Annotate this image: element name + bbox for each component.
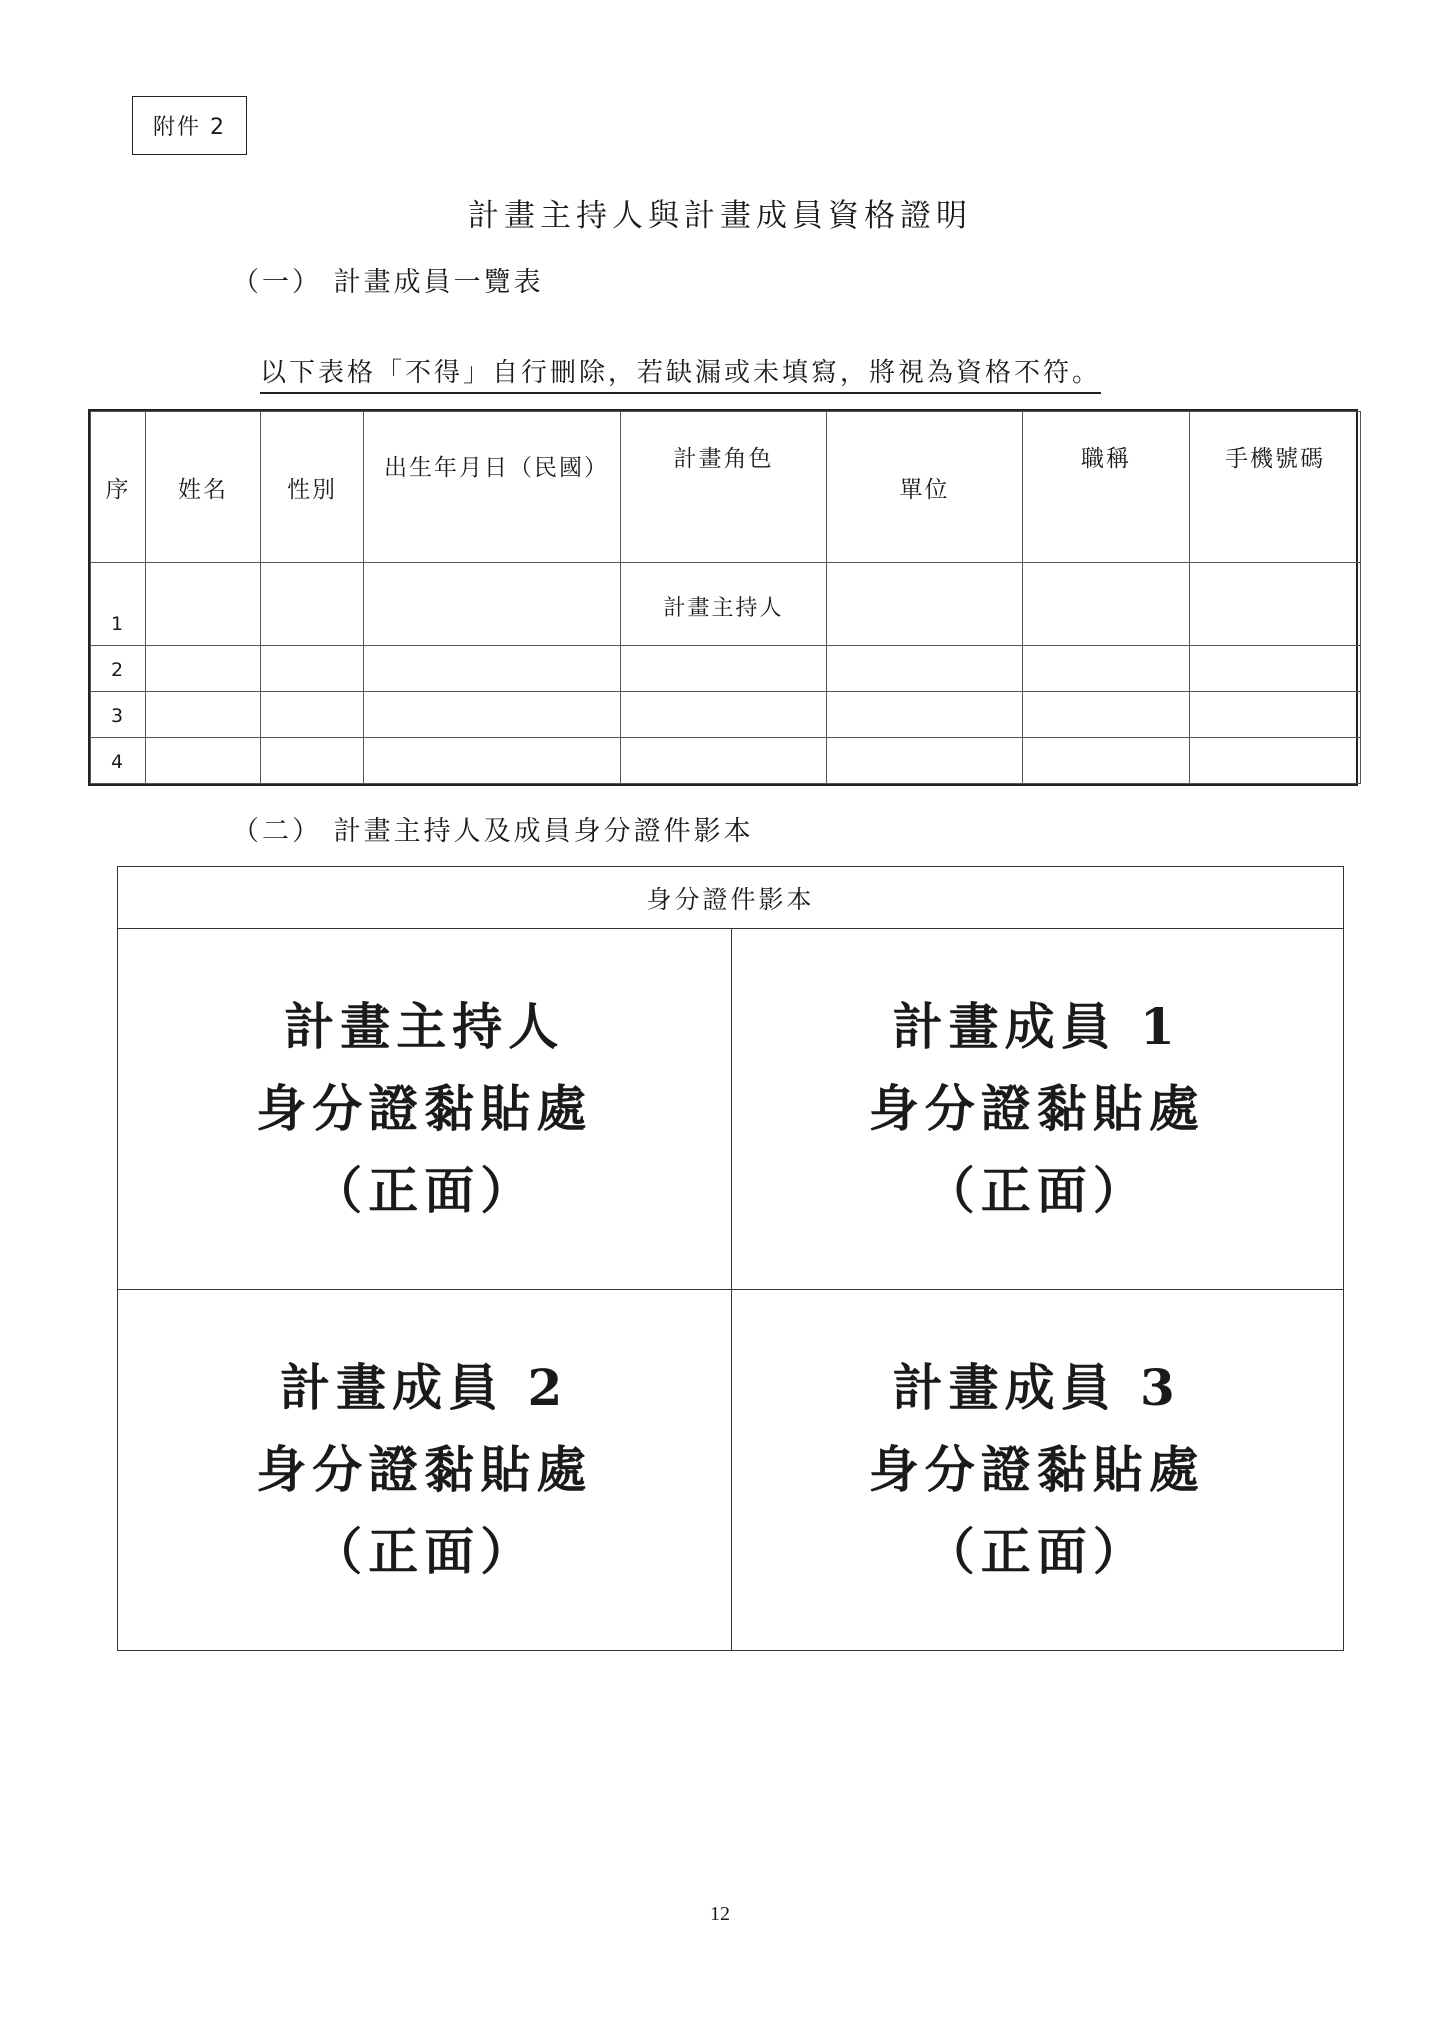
header-no: 序 [91,412,146,563]
cell-instruction: 身分證黏貼處 [256,1078,593,1138]
page-title: 計畫主持人與計畫成員資格證明 [468,198,972,234]
cell-title: 計畫主持人 [284,996,565,1056]
cell-side-note: （正面） [924,1521,1149,1581]
id-copy-header: 身分證件影本 [118,867,1343,929]
header-name: 姓名 [146,412,261,563]
title-cell[interactable] [1023,563,1190,646]
gender-cell[interactable] [261,563,364,646]
table-notice: 以下表格「不得」自行刪除，若缺漏或未填寫，將視為資格不符。 [260,352,1101,394]
name-cell[interactable] [146,692,261,738]
id-copy-grid [117,866,1344,1651]
row-number: 3 [91,692,146,738]
birthdate-cell[interactable] [364,646,621,692]
section-heading-member-list: （一） 計畫成員一覽表 [232,267,544,298]
header-birthdate: 出生年月日（民國） [364,412,621,563]
role-cell[interactable] [621,692,827,738]
gender-cell[interactable] [261,646,364,692]
role-cell[interactable] [621,738,827,784]
header-mobile: 手機號碼 [1190,412,1361,563]
cell-instruction: 身分證黏貼處 [868,1078,1205,1138]
unit-cell[interactable] [827,738,1023,784]
cell-side-note: （正面） [312,1521,537,1581]
title-cell[interactable] [1023,692,1190,738]
birthdate-cell[interactable] [364,563,621,646]
page-number: 12 [710,1903,730,1925]
mobile-cell[interactable] [1190,738,1361,784]
table-row [91,646,1361,692]
attachment-label: 附件 2 [132,96,247,155]
id-paste-area-host[interactable] [118,928,732,1290]
unit-cell[interactable] [827,646,1023,692]
birthdate-cell[interactable] [364,738,621,784]
table-row [91,692,1361,738]
mobile-cell[interactable] [1190,563,1361,646]
gender-cell[interactable] [261,738,364,784]
cell-instruction: 身分證黏貼處 [868,1439,1205,1499]
id-paste-area-member-1[interactable] [731,928,1344,1290]
id-paste-area-member-3[interactable] [731,1289,1344,1650]
section-heading-id-copies: （二） 計畫主持人及成員身分證件影本 [232,816,754,847]
role-cell[interactable] [621,646,827,692]
mobile-cell[interactable] [1190,692,1361,738]
cell-side-note: （正面） [924,1160,1149,1220]
member-table-header-row [91,412,1361,563]
gender-cell[interactable] [261,692,364,738]
id-paste-area-member-2[interactable] [118,1289,732,1650]
birthdate-cell[interactable] [364,692,621,738]
name-cell[interactable] [146,646,261,692]
cell-title: 計畫成員 2 [280,1357,569,1417]
cell-side-note: （正面） [312,1160,537,1220]
cell-instruction: 身分證黏貼處 [256,1439,593,1499]
name-cell[interactable] [146,563,261,646]
name-cell[interactable] [146,738,261,784]
mobile-cell[interactable] [1190,646,1361,692]
header-role: 計畫角色 [621,412,827,563]
header-unit: 單位 [827,412,1023,563]
title-cell[interactable] [1023,646,1190,692]
unit-cell[interactable] [827,563,1023,646]
cell-title: 計畫成員 3 [892,1357,1181,1417]
member-table [88,409,1358,786]
role-cell: 計畫主持人 [621,563,827,646]
header-title: 職稱 [1023,412,1190,563]
unit-cell[interactable] [827,692,1023,738]
row-number: 1 [91,563,146,646]
cell-title: 計畫成員 1 [892,996,1181,1056]
table-row [91,738,1361,784]
title-cell[interactable] [1023,738,1190,784]
header-gender: 性別 [261,412,364,563]
table-row [91,563,1361,646]
row-number: 4 [91,738,146,784]
row-number: 2 [91,646,146,692]
